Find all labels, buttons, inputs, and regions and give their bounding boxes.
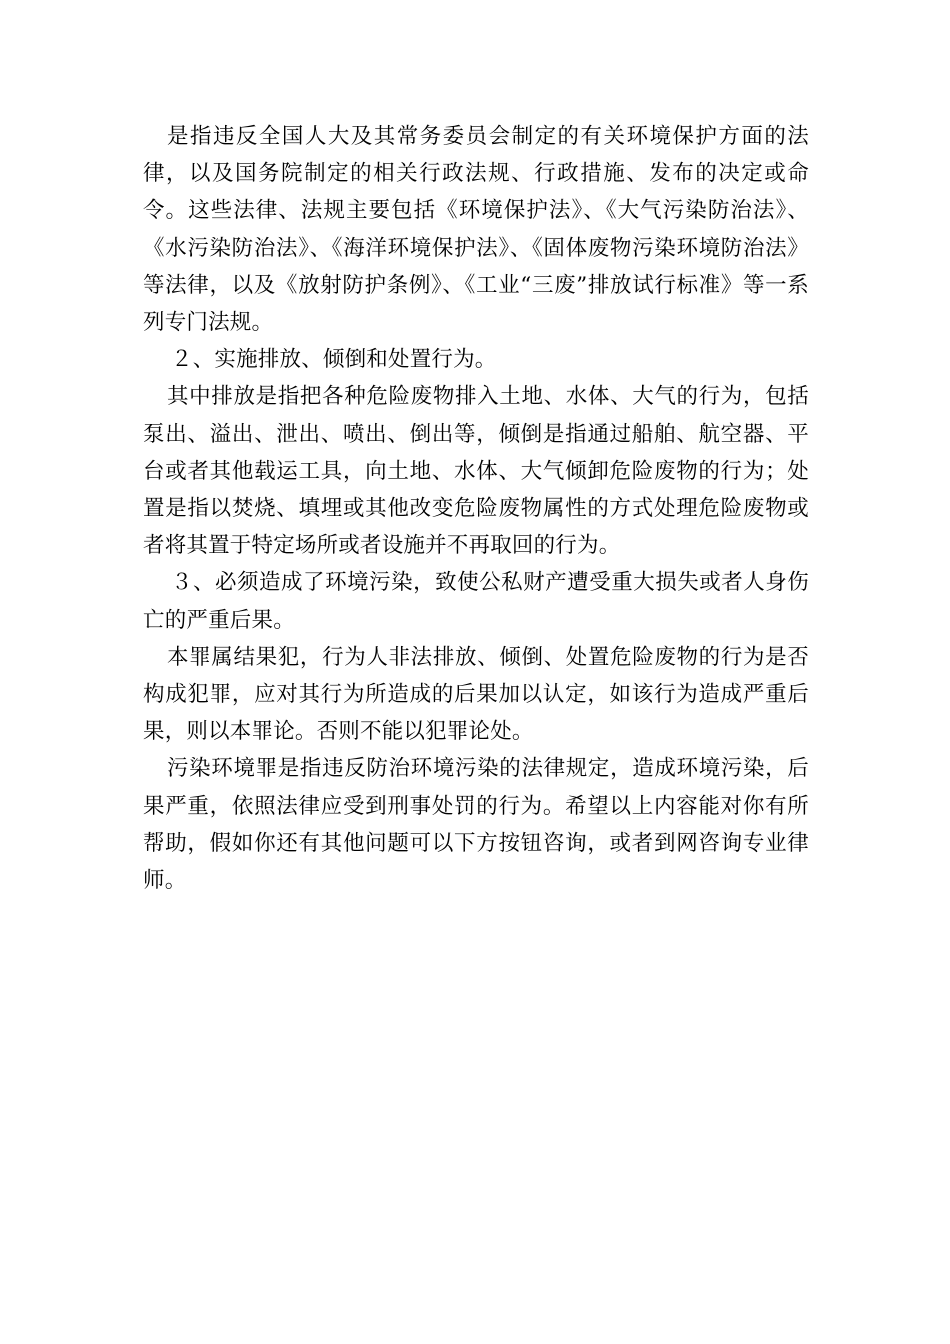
paragraph-discharge-definition: 其中排放是指把各种危险废物排入土地、水体、大气的行为，包括泵出、溢出、泄出、喷出、倒出等，倾倒是指通过船舶、航空器、平台或者其他载运工具，向土地、水体、大气倾卸危险废物的行为；处置是指以焚烧、填埋或其他改变危险废物属性的方式处理危险废物或者将其置于特定场所或者设施并不再取回的行为。: [143, 384, 809, 559]
document-body: [143, 118, 809, 899]
paragraph-result-offense: 本罪属结果犯，行为人非法排放、倾倒、处置危险废物的行为是否构成犯罪，应对其行为所造成的后果加以认定，如该行为造成严重后果，则以本罪论。否则不能以犯罪论处。: [143, 644, 809, 745]
paragraph-conclusion: 污染环境罪是指违反防治环境污染的法律规定，造成环境污染，后果严重，依照法律应受到刑事处罚的行为。希望以上内容能对你有所帮助，假如你还有其他问题可以下方按钮咨询，或者到网咨询专业律师。: [143, 756, 809, 894]
paragraph-item-3-consequence: ３、必须造成了环境污染，致使公私财产遭受重大损失或者人身伤亡的严重后果。: [143, 570, 809, 633]
paragraph-legal-basis: 是指违反全国人大及其常务委员会制定的有关环境保护方面的法律，以及国务院制定的相关行政法规、行政措施、发布的决定或命令。这些法律、法规主要包括《环境保护法》、《大气污染防治法》、《水污染防治法》、《海洋环境保护法》、《固体废物污染环境防治法》等法律，以及《放射防护条例》、《工业“三废”排放试行标准》等一系列专门法规。: [143, 124, 809, 336]
paragraph-item-2-heading: ２、实施排放、倾倒和处置行为。: [171, 347, 497, 373]
